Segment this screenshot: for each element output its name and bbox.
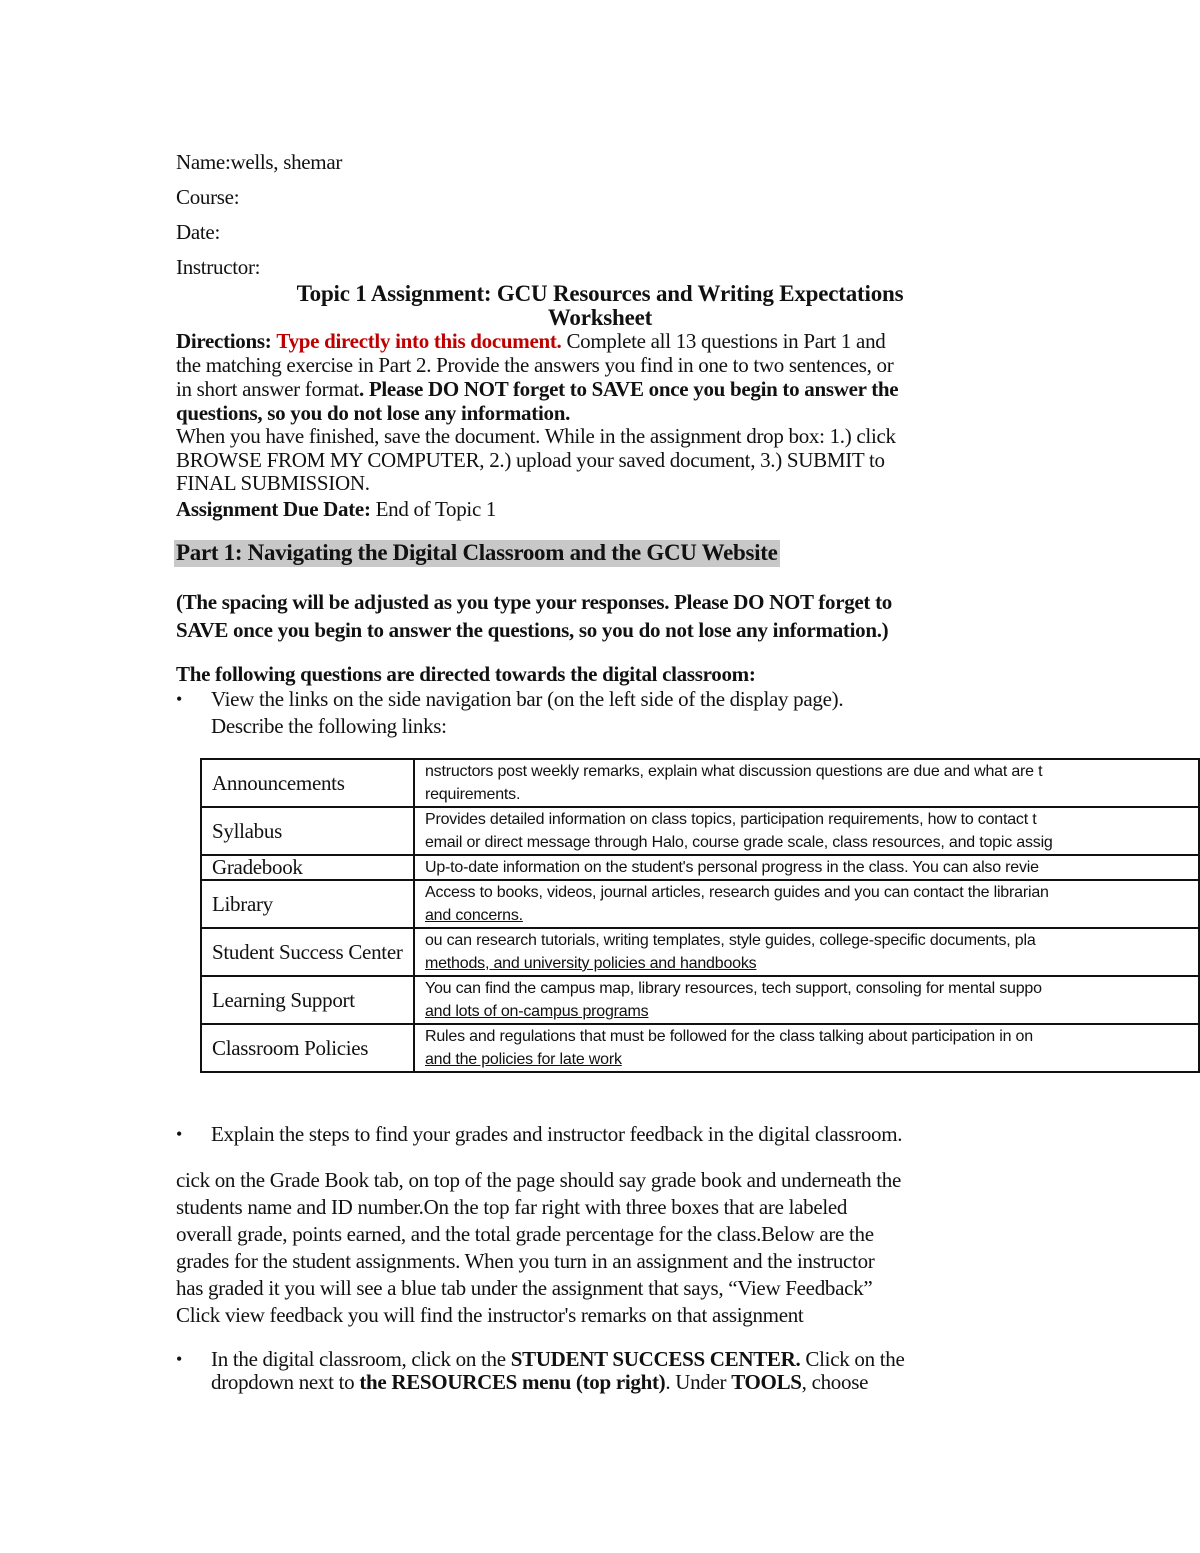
- answer-line: You can find the campus map, library resources, tech support, consoling for mental suppo: [424, 980, 1042, 997]
- q3-bold-text: TOOLS: [731, 1370, 802, 1394]
- q3-text: dropdown next to: [211, 1370, 360, 1394]
- due-date-line: [176, 497, 496, 522]
- link-answer: [414, 759, 1199, 807]
- q2-answer-line: students name and ID number.On the top far right with three boxes that are labeled: [176, 1195, 848, 1219]
- link-answer: [414, 1024, 1199, 1072]
- directions-line3: [176, 377, 898, 402]
- q2-question: Explain the steps to find your grades and instructor feedback in the digital classroom.: [211, 1122, 903, 1146]
- link-label: Announcements: [201, 759, 414, 807]
- answer-line: and lots of on-campus programs: [424, 1003, 649, 1020]
- part1-heading-text: Part 1: Navigating the Digital Classroom and the GCU Website: [176, 540, 778, 565]
- q2-answer-line: has graded it you will see a blue tab under the assignment that says, “View Feedback”: [176, 1276, 873, 1300]
- link-label: Student Success Center: [201, 928, 414, 976]
- directions-line7: FINAL SUBMISSION.: [176, 471, 370, 495]
- link-answer: [414, 855, 1199, 880]
- link-label: Syllabus: [201, 807, 414, 855]
- table-row: [201, 759, 1199, 807]
- link-answer: [414, 807, 1199, 855]
- answer-line: Provides detailed information on class topics, participation requirements, how to contact t: [424, 811, 1037, 828]
- link-label: Library: [201, 880, 414, 928]
- instructor-line: Instructor:: [176, 255, 261, 279]
- links-table: [200, 758, 1200, 1073]
- answer-line: requirements.: [424, 786, 521, 803]
- name-line: Name:wells, shemar: [176, 150, 343, 174]
- link-label: Gradebook: [201, 855, 414, 880]
- answer-line: and concerns.: [424, 907, 523, 924]
- answer-line: methods, and university policies and handbooks: [424, 955, 757, 972]
- directions-line3-bold: . Please DO NOT forget to SAVE once you begin to answer the: [358, 377, 899, 401]
- directions-line6: BROWSE FROM MY COMPUTER, 2.) upload your saved document, 3.) SUBMIT to: [176, 448, 885, 472]
- directions-line1: [176, 329, 885, 354]
- table-row: [201, 855, 1199, 880]
- q3-text: Click on the: [800, 1347, 905, 1371]
- q2-answer-line: overall grade, points earned, and the total grade percentage for the class.Below are the: [176, 1222, 874, 1246]
- assignment-title-line1: Topic 1 Assignment: GCU Resources and Writing Expectations: [296, 281, 904, 306]
- answer-line: nstructors post weekly remarks, explain what discussion questions are due and what are t: [424, 763, 1043, 780]
- table-row: [201, 928, 1199, 976]
- answer-line: Access to books, videos, journal articles, research guides and you can contact the librarian: [424, 884, 1049, 901]
- table-row: [201, 976, 1199, 1024]
- classroom-questions-heading: The following questions are directed towards the digital classroom:: [176, 662, 756, 686]
- answer-line: email or direct message through Halo, course grade scale, class resources, and topic assig: [424, 834, 1053, 851]
- link-label: Learning Support: [201, 976, 414, 1024]
- directions-line5: When you have finished, save the document. While in the assignment drop box: 1.) click: [176, 424, 896, 448]
- answer-line: Rules and regulations that must be followed for the class talking about participation in on: [424, 1028, 1033, 1045]
- part1-note-line2: SAVE once you begin to answer the questions, so you do not lose any information.): [176, 618, 889, 642]
- due-date-label: Assignment Due Date:: [176, 497, 371, 521]
- q3-text: . Under: [665, 1370, 732, 1394]
- q1-line2: Describe the following links:: [211, 714, 447, 738]
- q2-answer-line: grades for the student assignments. When you turn in an assignment and the instructor: [176, 1249, 875, 1273]
- answer-line: ou can research tutorials, writing templates, style guides, college-specific documents, pla: [424, 932, 1036, 949]
- directions-line4: questions, so you do not lose any information.: [176, 401, 571, 425]
- bullet-icon: •: [176, 1124, 183, 1144]
- directions-line2: the matching exercise in Part 2. Provide the answers you find in one to two sentences, or: [176, 353, 894, 377]
- link-answer: [414, 928, 1199, 976]
- directions-line3-plain: in short answer format: [176, 377, 359, 401]
- answer-line: Up-to-date information on the student's personal progress in the class. You can also revie: [424, 859, 1039, 876]
- link-answer: [414, 880, 1199, 928]
- table-row: [201, 807, 1199, 855]
- q3-text: In the digital classroom, click on the: [211, 1347, 511, 1371]
- q2-answer-line: Click view feedback you will find the instructor's remarks on that assignment: [176, 1303, 804, 1327]
- q3-bold-text: STUDENT SUCCESS CENTER.: [510, 1347, 801, 1371]
- bullet-icon: •: [176, 689, 183, 709]
- part1-note-line1: (The spacing will be adjusted as you type your responses. Please DO NOT forget to: [176, 590, 892, 614]
- q3-bold-text: the RESOURCES menu (top right): [359, 1370, 666, 1394]
- link-answer: [414, 976, 1199, 1024]
- q2-answer-line: cick on the Grade Book tab, on top of the page should say grade book and underneath the: [176, 1168, 902, 1192]
- due-date-value: End of Topic 1: [375, 497, 497, 521]
- assignment-title-line2: Worksheet: [547, 305, 653, 330]
- q3-line1: [211, 1347, 904, 1372]
- answer-line: and the policies for late work: [424, 1051, 622, 1068]
- directions-red-text: Type directly into this document.: [276, 329, 562, 353]
- link-label: Classroom Policies: [201, 1024, 414, 1072]
- directions-label: Directions:: [176, 329, 272, 353]
- bullet-icon: •: [176, 1349, 183, 1369]
- q3-text: , choose: [801, 1370, 869, 1394]
- course-line: Course:: [176, 185, 240, 209]
- date-line: Date:: [176, 220, 220, 244]
- directions-line1-rest: Complete all 13 questions in Part 1 and: [566, 329, 886, 353]
- q3-line2: [211, 1370, 868, 1395]
- table-row: [201, 1024, 1199, 1072]
- part1-heading: [174, 540, 780, 566]
- q1-line1: View the links on the side navigation bar (on the left side of the display page).: [211, 687, 844, 711]
- table-row: [201, 880, 1199, 928]
